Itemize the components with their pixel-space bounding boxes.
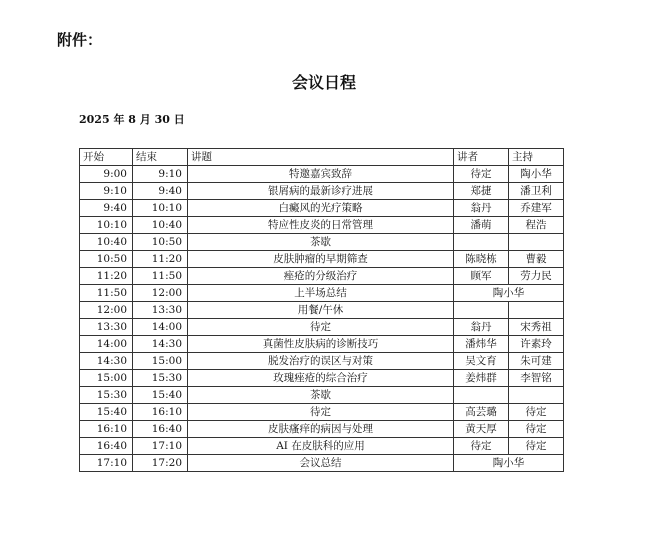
host-cell: 宋秀祖 bbox=[509, 319, 564, 336]
end-time-cell: 9:10 bbox=[133, 166, 188, 183]
start-time-cell: 16:10 bbox=[80, 421, 133, 438]
table-row bbox=[80, 251, 564, 268]
topic-cell: 皮肤瘙痒的病因与处理 bbox=[188, 421, 454, 438]
topic-cell: 脱发治疗的误区与对策 bbox=[188, 353, 454, 370]
schedule-table bbox=[79, 148, 564, 472]
speaker-cell: 黄天厚 bbox=[454, 421, 509, 438]
document-title: 会议日程 bbox=[291, 73, 356, 92]
host-cell: 程浩 bbox=[509, 217, 564, 234]
table-row bbox=[80, 268, 564, 285]
table-row bbox=[80, 166, 564, 183]
table-row bbox=[80, 421, 564, 438]
topic-cell: 用餐/午休 bbox=[188, 302, 454, 319]
host-cell: 潘卫利 bbox=[509, 183, 564, 200]
topic-cell: 待定 bbox=[188, 319, 454, 336]
start-time-cell: 10:10 bbox=[80, 217, 133, 234]
speaker-cell: 待定 bbox=[454, 438, 509, 455]
start-time-cell: 17:10 bbox=[80, 455, 133, 472]
host-cell: 乔建军 bbox=[509, 200, 564, 217]
start-time-cell: 15:40 bbox=[80, 404, 133, 421]
start-time-cell: 9:40 bbox=[80, 200, 133, 217]
table-row bbox=[80, 217, 564, 234]
topic-cell: 特邀嘉宾致辞 bbox=[188, 166, 454, 183]
host-cell: 曹毅 bbox=[509, 251, 564, 268]
start-time-cell: 12:00 bbox=[80, 302, 133, 319]
speaker-cell: 潘萌 bbox=[454, 217, 509, 234]
topic-cell: 茶歇 bbox=[188, 387, 454, 404]
speaker-cell: 翁丹 bbox=[454, 319, 509, 336]
table-row bbox=[80, 200, 564, 217]
host-cell: 许素玲 bbox=[509, 336, 564, 353]
topic-cell: 会议总结 bbox=[188, 455, 454, 472]
end-time-cell: 17:20 bbox=[133, 455, 188, 472]
header-end: 结束 bbox=[133, 149, 188, 166]
speaker-cell: 待定 bbox=[454, 166, 509, 183]
host-cell: 劳力民 bbox=[509, 268, 564, 285]
end-time-cell: 11:50 bbox=[133, 268, 188, 285]
table-row bbox=[80, 234, 564, 251]
end-time-cell: 12:00 bbox=[133, 285, 188, 302]
table-row bbox=[80, 302, 564, 319]
start-time-cell: 16:40 bbox=[80, 438, 133, 455]
start-time-cell: 11:50 bbox=[80, 285, 133, 302]
empty-speaker-cell bbox=[454, 234, 509, 251]
table-row bbox=[80, 387, 564, 404]
start-time-cell: 11:20 bbox=[80, 268, 133, 285]
topic-cell: 上半场总结 bbox=[188, 285, 454, 302]
start-time-cell: 14:30 bbox=[80, 353, 133, 370]
end-time-cell: 15:00 bbox=[133, 353, 188, 370]
topic-cell: 待定 bbox=[188, 404, 454, 421]
table-row bbox=[80, 336, 564, 353]
start-time-cell: 15:00 bbox=[80, 370, 133, 387]
schedule-body bbox=[80, 166, 564, 472]
end-time-cell: 14:30 bbox=[133, 336, 188, 353]
header-topic: 讲题 bbox=[188, 149, 454, 166]
table-header-row bbox=[80, 149, 564, 166]
host-cell: 李智铭 bbox=[509, 370, 564, 387]
host-cell: 朱可建 bbox=[509, 353, 564, 370]
start-time-cell: 9:10 bbox=[80, 183, 133, 200]
empty-host-cell bbox=[509, 234, 564, 251]
host-cell: 陶小华 bbox=[509, 166, 564, 183]
start-time-cell: 13:30 bbox=[80, 319, 133, 336]
end-time-cell: 10:50 bbox=[133, 234, 188, 251]
topic-cell: 皮肤肿瘤的早期筛查 bbox=[188, 251, 454, 268]
topic-cell: 白癜风的光疗策略 bbox=[188, 200, 454, 217]
topic-cell: AI 在皮肤科的应用 bbox=[188, 438, 454, 455]
end-time-cell: 13:30 bbox=[133, 302, 188, 319]
speaker-cell: 姜炜群 bbox=[454, 370, 509, 387]
end-time-cell: 15:30 bbox=[133, 370, 188, 387]
header-host: 主持 bbox=[509, 149, 564, 166]
end-time-cell: 10:10 bbox=[133, 200, 188, 217]
topic-cell: 真菌性皮肤病的诊断技巧 bbox=[188, 336, 454, 353]
start-time-cell: 9:00 bbox=[80, 166, 133, 183]
document-date: 2025 年 8 月 30 日 bbox=[79, 113, 185, 126]
table-row bbox=[80, 438, 564, 455]
empty-speaker-cell bbox=[454, 302, 509, 319]
end-time-cell: 17:10 bbox=[133, 438, 188, 455]
table-row bbox=[80, 404, 564, 421]
table-row bbox=[80, 183, 564, 200]
header-start: 开始 bbox=[80, 149, 133, 166]
start-time-cell: 10:40 bbox=[80, 234, 133, 251]
end-time-cell: 9:40 bbox=[133, 183, 188, 200]
empty-host-cell bbox=[509, 387, 564, 404]
end-time-cell: 14:00 bbox=[133, 319, 188, 336]
end-time-cell: 16:10 bbox=[133, 404, 188, 421]
empty-host-cell bbox=[509, 302, 564, 319]
topic-cell: 银屑病的最新诊疗进展 bbox=[188, 183, 454, 200]
speaker-cell: 潘炜华 bbox=[454, 336, 509, 353]
table-row bbox=[80, 370, 564, 387]
empty-speaker-cell bbox=[454, 387, 509, 404]
speaker-cell: 吴文育 bbox=[454, 353, 509, 370]
table-row bbox=[80, 319, 564, 336]
table-row bbox=[80, 455, 564, 472]
end-time-cell: 11:20 bbox=[133, 251, 188, 268]
speaker-cell: 陈晓栋 bbox=[454, 251, 509, 268]
end-time-cell: 15:40 bbox=[133, 387, 188, 404]
topic-cell: 茶歇 bbox=[188, 234, 454, 251]
start-time-cell: 14:00 bbox=[80, 336, 133, 353]
end-time-cell: 16:40 bbox=[133, 421, 188, 438]
speaker-cell: 翁丹 bbox=[454, 200, 509, 217]
host-cell: 待定 bbox=[509, 438, 564, 455]
speaker-cell: 顾军 bbox=[454, 268, 509, 285]
table-row bbox=[80, 353, 564, 370]
merged-host-cell: 陶小华 bbox=[454, 455, 564, 472]
topic-cell: 特应性皮炎的日常管理 bbox=[188, 217, 454, 234]
end-time-cell: 10:40 bbox=[133, 217, 188, 234]
host-cell: 待定 bbox=[509, 421, 564, 438]
speaker-cell: 郑捷 bbox=[454, 183, 509, 200]
speaker-cell: 高芸璐 bbox=[454, 404, 509, 421]
header-speaker: 讲者 bbox=[454, 149, 509, 166]
host-cell: 待定 bbox=[509, 404, 564, 421]
attachment-label: 附件： bbox=[57, 31, 103, 49]
topic-cell: 痤疮的分级治疗 bbox=[188, 268, 454, 285]
topic-cell: 玫瑰痤疮的综合治疗 bbox=[188, 370, 454, 387]
table-row bbox=[80, 285, 564, 302]
start-time-cell: 15:30 bbox=[80, 387, 133, 404]
merged-host-cell: 陶小华 bbox=[454, 285, 564, 302]
start-time-cell: 10:50 bbox=[80, 251, 133, 268]
